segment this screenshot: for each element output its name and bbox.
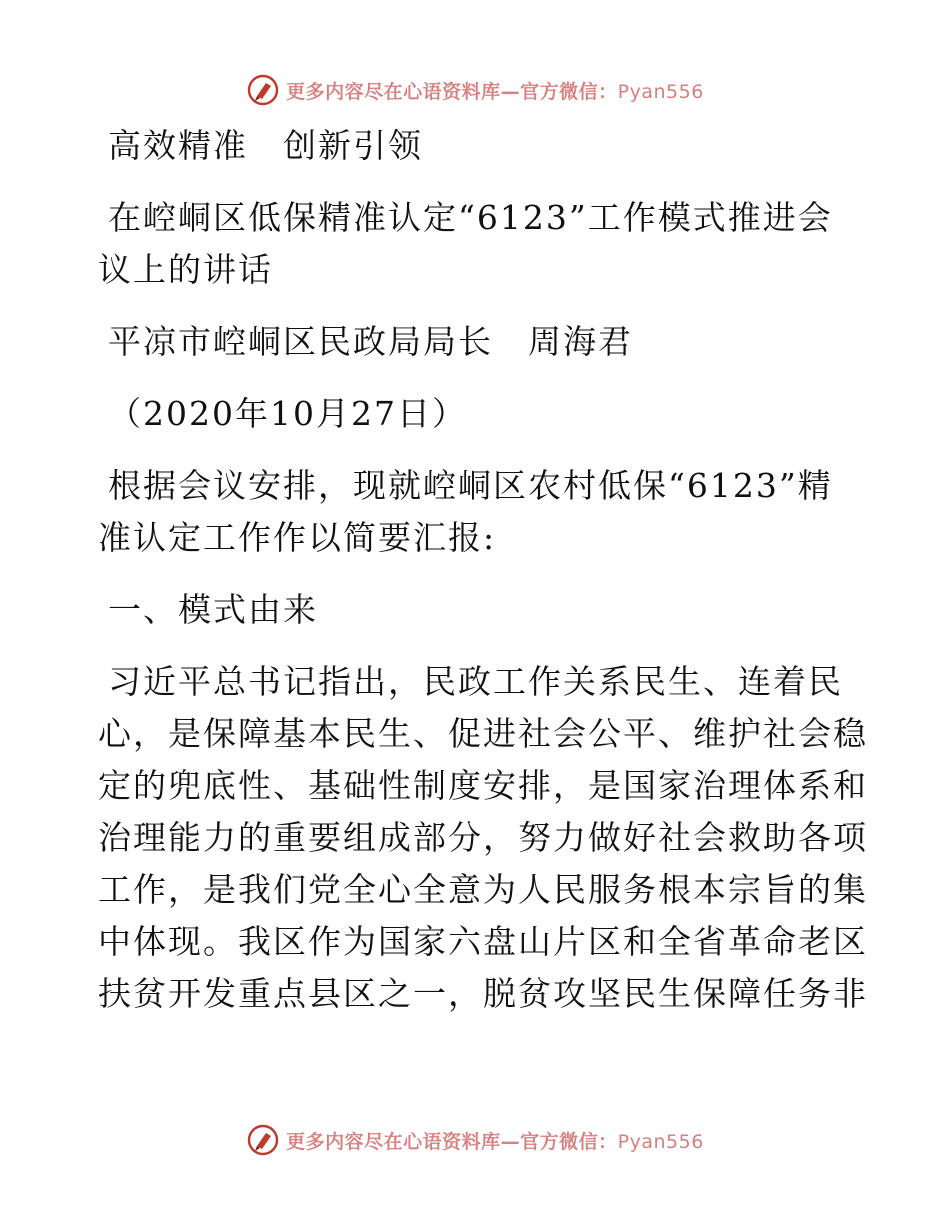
- intro-line-2: 准认定工作作以简要汇报:: [98, 518, 497, 557]
- document-title: 高效精准 创新引领: [108, 126, 423, 165]
- watermark-header: [0, 70, 950, 110]
- watermark-footer: [0, 1120, 950, 1160]
- intro-line-1: 根据会议安排，现就崆峒区农村低保“6123”精: [108, 466, 833, 505]
- pen-nib-logo-icon: [246, 73, 280, 107]
- section-heading: 一、模式由来: [108, 590, 318, 629]
- body-line-4: 治理能力的重要组成部分，努力做好社会救助各项: [98, 818, 868, 857]
- watermark-text: 更多内容尽在心语资料库—官方微信：Pyan556: [286, 80, 704, 103]
- watermark-text: 更多内容尽在心语资料库—官方微信：Pyan556: [286, 1130, 704, 1153]
- body-line-3: 定的兜底性、基础性制度安排，是国家治理体系和: [98, 766, 868, 805]
- body-line-7: 扶贫开发重点县区之一，脱贫攻坚民生保障任务非: [98, 974, 868, 1013]
- body-line-6: 中体现。我区作为国家六盘山片区和全省革命老区: [98, 922, 868, 961]
- document-body: [98, 120, 868, 1020]
- body-line-1: 习近平总书记指出，民政工作关系民生、连着民: [108, 662, 843, 701]
- body-line-5: 工作，是我们党全心全意为人民服务根本宗旨的集: [98, 870, 868, 909]
- document-subtitle-line-1: 在崆峒区低保精准认定“6123”工作模式推进会: [108, 198, 833, 237]
- document-author: 平凉市崆峒区民政局局长 周海君: [108, 322, 633, 361]
- document-date: （2020年10月27日）: [108, 394, 467, 433]
- body-line-2: 心，是保障基本民生、促进社会公平、维护社会稳: [98, 714, 868, 753]
- document-subtitle-line-2: 议上的讲话: [98, 250, 273, 289]
- pen-nib-logo-icon: [246, 1123, 280, 1157]
